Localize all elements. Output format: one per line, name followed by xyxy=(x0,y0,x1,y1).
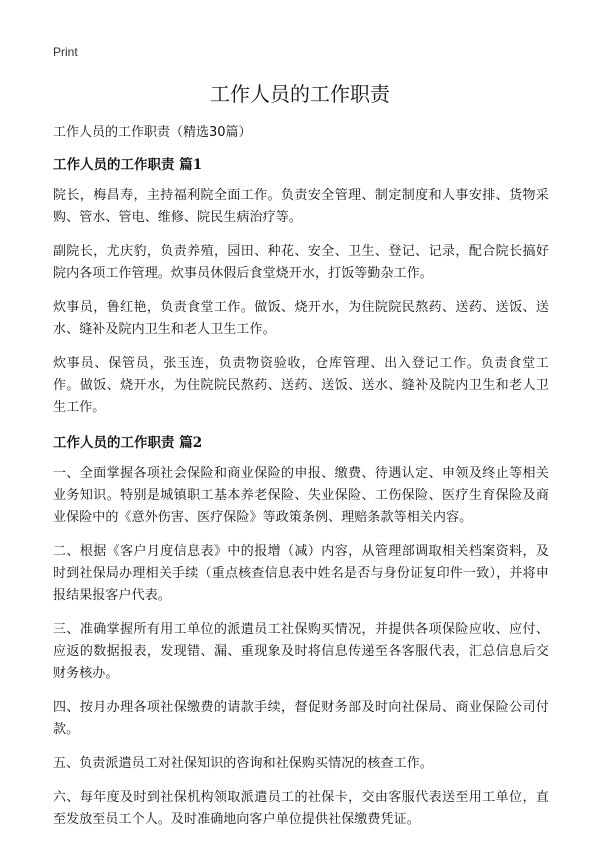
paragraph: 院长，梅昌寿，主持福利院全面工作。负责安全管理、制定制度和人事安排、货物采购、管水、管电、维修、院民生病治疗等。 xyxy=(53,188,549,225)
paragraph: 六、每年度及时到社保机构领取派遣员工的社保卡，交由客服代表送至用工单位，直至发放至员工个人。及时准确地向客户单位提供社保缴费凭证。 xyxy=(53,790,549,827)
section-1 xyxy=(53,153,549,419)
paragraph: 一、全面掌握各项社会保险和商业保险的申报、缴费、待遇认定、申领及终止等相关业务知识。特别是城镇职工基本养老保险、失业保险、工伤保险、医疗生育保险及商业保险中的《意外伤害、医疗保险》等政策条例、理赔条款等相关内容。 xyxy=(53,466,549,525)
section-heading: 工作人员的工作职责 篇1 xyxy=(53,157,203,173)
paragraph: 四、按月办理各项社保缴费的请款手续，督促财务部及时向社保局、商业保险公司付款。 xyxy=(53,700,549,737)
paragraph: 二、根据《客户月度信息表》中的报增（减）内容，从管理部调取相关档案资料，及时到社保局办理相关手续（重点核查信息表中姓名是否与身份证复印件一致），并将申报结果报客户代表。 xyxy=(53,544,549,603)
paragraph: 炊事员，鲁红艳，负责食堂工作。做饭、烧开水，为住院院民熬药、送药、送饭、送水、缝补及院内卫生和老人卫生工作。 xyxy=(53,300,549,337)
paragraph: 五、负责派遣员工对社保知识的咨询和社保购买情况的核查工作。 xyxy=(53,756,433,771)
page-title: 工作人员的工作职责 xyxy=(210,82,390,106)
paragraph: 三、准确掌握所有用工单位的派遣员工社保购买情况，并提供各项保险应收、应付、应返的数据报表，发现错、漏、重现象及时将信息传递至各客服代表，汇总信息后交财务核办。 xyxy=(53,622,549,681)
section-heading: 工作人员的工作职责 篇2 xyxy=(53,435,203,451)
print-link[interactable]: Print xyxy=(53,45,78,59)
document-subtitle: 工作人员的工作职责（精选30篇） xyxy=(53,125,252,140)
document-body xyxy=(53,147,549,843)
paragraph: 炊事员、保管员，张玉连，负责物资验收，仓库管理、出入登记工作。负责食堂工作。做饭、烧开水，为住院院民熬药、送药、送饭、送水、缝补及院内卫生和老人卫生工作。 xyxy=(53,356,549,415)
paragraph: 副院长，尤庆豹，负责养殖，园田、种花、安全、卫生、登记、记录，配合院长搞好院内各项工作管理。炊事员休假后食堂烧开水，打饭等勤杂工作。 xyxy=(53,244,549,281)
section-2 xyxy=(53,431,549,831)
